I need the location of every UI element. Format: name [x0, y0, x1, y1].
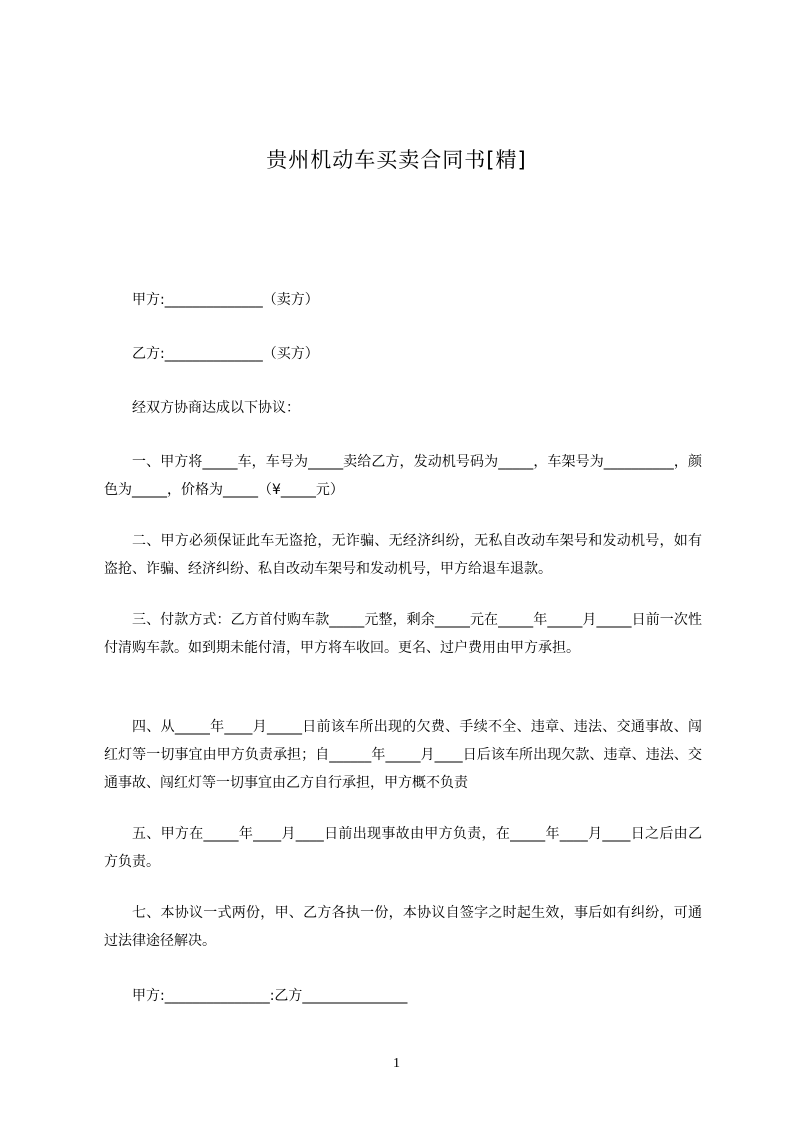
signature-line: 甲方:_______________:乙方_______________ — [132, 988, 408, 1004]
clause-7: 七、本协议一式两份，甲、乙方各执一份，本协议自签字之时起生效，事后如有纠纷，可通过法律途径解决。 — [104, 905, 702, 949]
clause-2: 二、甲方必须保证此车无盗抢，无诈骗、无经济纠纷，无私自改动车架号和发动机号，如有盗抢、诈骗、经济纠纷、私自改动车架号和发动机号，甲方给退车退款。 — [104, 533, 702, 577]
clause-1: 一、甲方将_____车，车号为_____卖给乙方，发动机号码为_____，车架号为__________，颜色为_____，价格为_____（¥_____元） — [104, 454, 702, 498]
clause-3: 三、付款方式：乙方首付购车款_____元整，剩余_____元在_____年_____月_____日前一次性付清购车款。如到期未能付清，甲方将车收回。更名、过户费用由甲方承担。 — [104, 612, 702, 656]
intro-text: 经双方协商达成以下协议： — [132, 400, 300, 416]
party-a-line: 甲方:______________（卖方） — [132, 292, 319, 308]
page-number: 1 — [393, 1056, 400, 1071]
party-b-line: 乙方:______________（买方） — [132, 346, 319, 362]
clause-5: 五、甲方在_____年____月____日前出现事故由甲方负责，在_____年____月____日之后由乙方负责。 — [104, 826, 702, 870]
clause-4: 四、从_____年____月_____日前该车所出现的欠费、手续不全、违章、违法、交通事故、闯红灯等一切事宜由甲方负责承担；自______年_____月____日后该车所出现欠款、违章、违法、交通事故、闯红灯等一切事宜由乙方自行承担，甲方概不负责 — [104, 719, 702, 791]
document-title: 贵州机动车买卖合同书[精] — [266, 148, 527, 172]
